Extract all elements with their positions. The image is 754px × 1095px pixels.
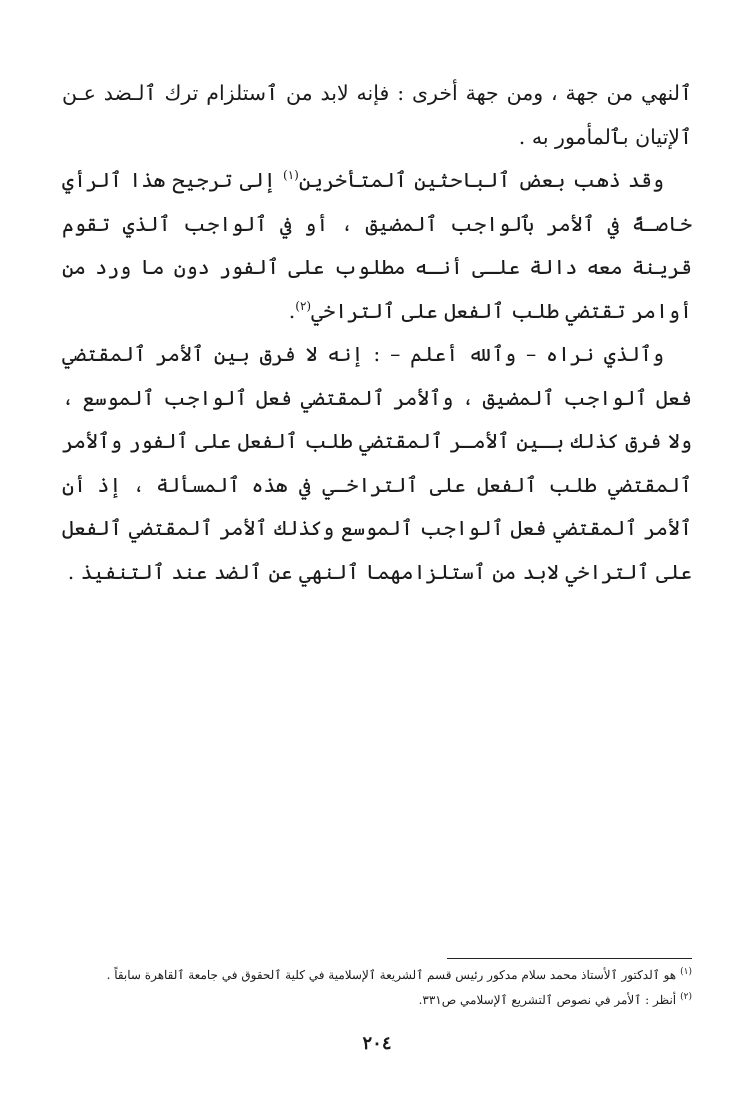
footnote-1-text: هو ٱلدكتور ٱلأستاذ محمد سلام مدكور رئيس قسم ٱلشريعة ٱلإسلامية في كلية ٱلحقوق في جامعة ٱلقاهرة سابقاً . [106, 968, 677, 982]
footnote-marker-1: (١) [283, 168, 299, 183]
page-number: ٢٠٤ [362, 1033, 392, 1054]
footnote-marker-2: (٢) [295, 298, 312, 313]
paragraph-1-text: ٱلنهي من جهة ، ومن جهة أخرى : فإنه لابد من ٱستلزام ترك ٱلـضد عـن ٱلإتيان بٱلمأمور به . [62, 81, 692, 149]
footnote-separator [447, 958, 692, 959]
paragraph-3 [62, 333, 692, 594]
footnotes [106, 963, 692, 1013]
paragraph-1 [62, 72, 692, 159]
footnote-1-number: (١) [680, 967, 692, 977]
main-text [62, 72, 692, 594]
paragraph-2-text-after: إلى ترجيح هذا ٱلرأي خاصـةً في ٱلأمر بٱلواجب ٱلمضيق ، أو في ٱلواجب ٱلذي تقوم قرينة معه دالة علـى أنـه مطلوب على ٱلفور دون ما ورد من أوامر تقتضي طلب ٱلفعل على ٱلتراخي [62, 168, 692, 323]
paragraph-2-text-end: . [288, 298, 296, 323]
paragraph-2-text-before: وقد ذهب بعض ٱلباحثين ٱلمتأخرين [298, 168, 664, 192]
paragraph-3-text: وٱلذي نراه – وٱلله أعلم – : إنه لا فرق بين ٱلأمر ٱلمقتضي فعل ٱلواجب ٱلمضيق ، وٱلأمر ٱلمقتضي فعل ٱلواجب ٱلموسع ، ولا فرق كذلك بـين ٱلأمـر ٱلمقتضي طلب ٱلفعل على ٱلفور وٱلأمر ٱلمقتضي طلب ٱلفعل على ٱلتراخـي في هذه ٱلمسألة ، إذ أن ٱلأمر ٱلمقتضي فعل ٱلواجب ٱلموسع وكذلك ٱلأمر ٱلمقتضي ٱلفعل على ٱلتراخي لابد من ٱستلزامهما ٱلنهي عن ٱلضد عند ٱلتنفيذ . [62, 342, 692, 584]
footnote-2-text: أنظر : ٱلأمر في نصوص ٱلتشريع ٱلإسلامي ص٣٣١. [418, 993, 677, 1007]
paragraph-2 [62, 159, 692, 333]
footnote-1 [106, 963, 692, 988]
footnote-2-number: (٢) [680, 992, 692, 1002]
footnote-2 [150, 988, 692, 1013]
